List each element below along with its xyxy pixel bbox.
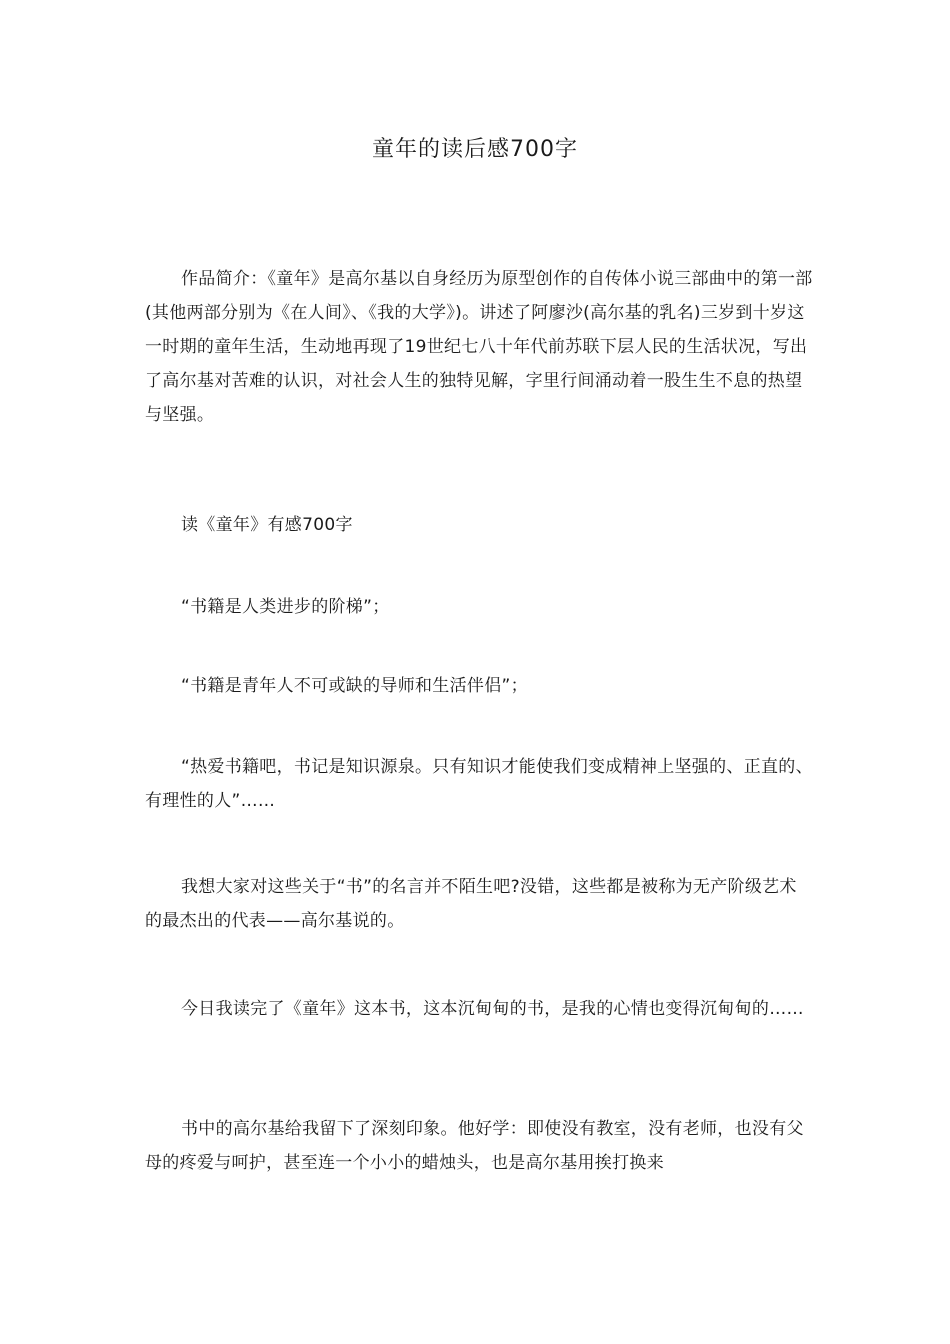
paragraph-body-2: 今日我读完了《童年》这本书，这本沉甸甸的书，是我的心情也变得沉甸甸的……	[181, 999, 804, 1019]
paragraph-introduction: 作品简介：《童年》是高尔基以自身经历为原型创作的自传体小说三部曲中的第一部(其他两部分别为《在人间》、《我的大学》)。讲述了阿廖沙(高尔基的乳名)三岁到十岁这一时期的童年生活，生动地再现了19世纪七八十年代前苏联下层人民的生活状况，写出了高尔基对苦难的认识，对社会人生的独特见解，字里行间涌动着一股生生不息的热望与坚强。	[145, 269, 813, 425]
paragraph-body-3: 书中的高尔基给我留下了深刻印象。他好学：即使没有教室，没有老师，也没有父母的疼爱与呵护，甚至连一个小小的蜡烛头，也是高尔基用挨打换来	[145, 1119, 804, 1173]
paragraph-body-1: 我想大家对这些关于“书”的名言并不陌生吧?没错，这些都是被称为无产阶级艺术的最杰出的代表——高尔基说的。	[145, 877, 797, 931]
paragraph-quote-1: “书籍是人类进步的阶梯”；	[181, 597, 390, 617]
document-title: 童年的读后感700字	[372, 137, 578, 162]
paragraph-quote-3: “热爱书籍吧，书记是知识源泉。只有知识才能使我们变成精神上坚强的、正直的、有理性的人”……	[145, 757, 813, 811]
paragraph-subheading: 读《童年》有感700字	[181, 515, 353, 535]
paragraph-quote-2: “书籍是青年人不可或缺的导师和生活伴侣”；	[181, 676, 528, 696]
